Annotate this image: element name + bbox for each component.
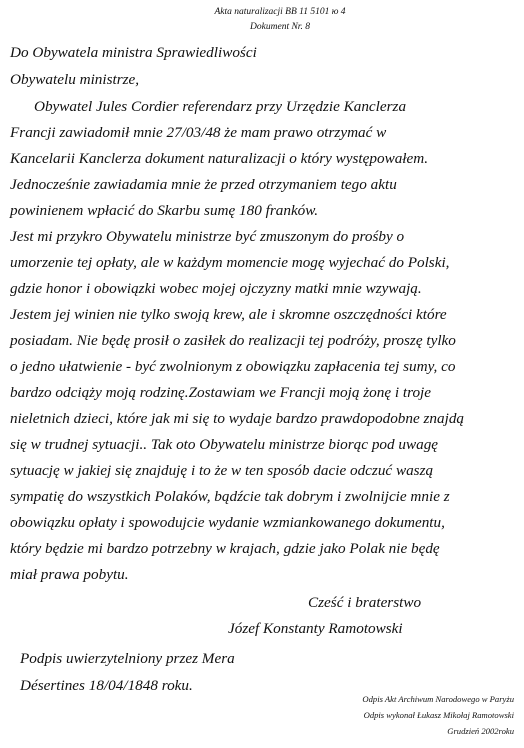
- body-line: Jest mi przykro Obywatelu ministrze być zmuszonym do prośby o: [10, 228, 405, 245]
- body-line: umorzenie tej opłaty, ale w każdym momencie mogę wyjechać do Polski,: [10, 254, 450, 271]
- body-line: bardzo odciąży moją rodzinę.Zostawiam we Francji moją żonę i troje: [10, 384, 432, 401]
- body-line: nieletnich dzieci, które jak mi się to wydaje bardzo prawdopodobne znajdą: [10, 410, 465, 427]
- closing-farewell: Cześć i braterstwo: [308, 594, 422, 611]
- certification-date: Désertines 18/04/1848 roku.: [20, 677, 193, 694]
- body-line: Jednocześnie zawiadamia mnie że przed otrzymaniem tego aktu: [10, 176, 397, 193]
- signature-name: Józef Konstanty Ramotowski: [228, 620, 403, 637]
- header-archive-reference: Akta naturalizacji BB 11 5101 ю 4: [214, 7, 346, 17]
- body-line: Francji zawiadomił mnie 27/03/48 że mam prawo otrzymać w: [10, 124, 387, 141]
- body-line: Kancelarii Kanclerza dokument naturalizacji o który występowałem.: [10, 150, 429, 167]
- copy-note-date: Grudzień 2002roku: [447, 726, 514, 736]
- copy-note-source: Odpis Akt Archiwum Narodowego w Paryżu: [362, 694, 514, 704]
- greeting-line: Obywatelu ministrze,: [10, 71, 140, 88]
- header-document-number: Dokument Nr. 8: [250, 22, 310, 32]
- body-line: się w trudnej sytuacji.. Tak oto Obywatelu ministrze biorąc pod uwagę: [10, 436, 439, 453]
- certification-line: Podpis uwierzytelniony przez Mera: [20, 650, 235, 667]
- body-line: miał prawa pobytu.: [10, 566, 129, 583]
- body-line: gdzie honor i obowiązki wobec mojej ojczyzny matki mnie wzywają.: [10, 280, 422, 297]
- body-line: o jedno ułatwienie - być zwolnionym z obowiązku zapłacenia tej sumy, co: [10, 358, 456, 375]
- body-line: sytuację w jakiej się znajduję i to że w ten sposób dacie odczuć waszą: [10, 462, 434, 479]
- copy-note-author: Odpis wykonał Łukasz Mikołaj Ramotowski: [363, 710, 514, 720]
- body-line: obowiązku opłaty i spowodujcie wydanie wzmiankowanego dokumentu,: [10, 514, 445, 531]
- addressee-line: Do Obywatela ministra Sprawiedliwości: [10, 44, 257, 61]
- body-line: powinienem wpłacić do Skarbu sumę 180 franków.: [10, 202, 319, 219]
- body-line: posiadam. Nie będę prosił o zasiłek do realizacji tej podróży, proszę tylko: [10, 332, 456, 349]
- body-line: Jestem jej winien nie tylko swoją krew, ale i skromne oszczędności które: [10, 306, 447, 323]
- body-line: Obywatel Jules Cordier referendarz przy Urzędzie Kanclerza: [34, 98, 407, 115]
- body-line: sympatię do wszystkich Polaków, bądźcie tak dobrym i zwolnijcie mnie z: [10, 488, 450, 505]
- body-line: który będzie mi bardzo potrzebny w krajach, gdzie jako Polak nie będę: [10, 540, 440, 557]
